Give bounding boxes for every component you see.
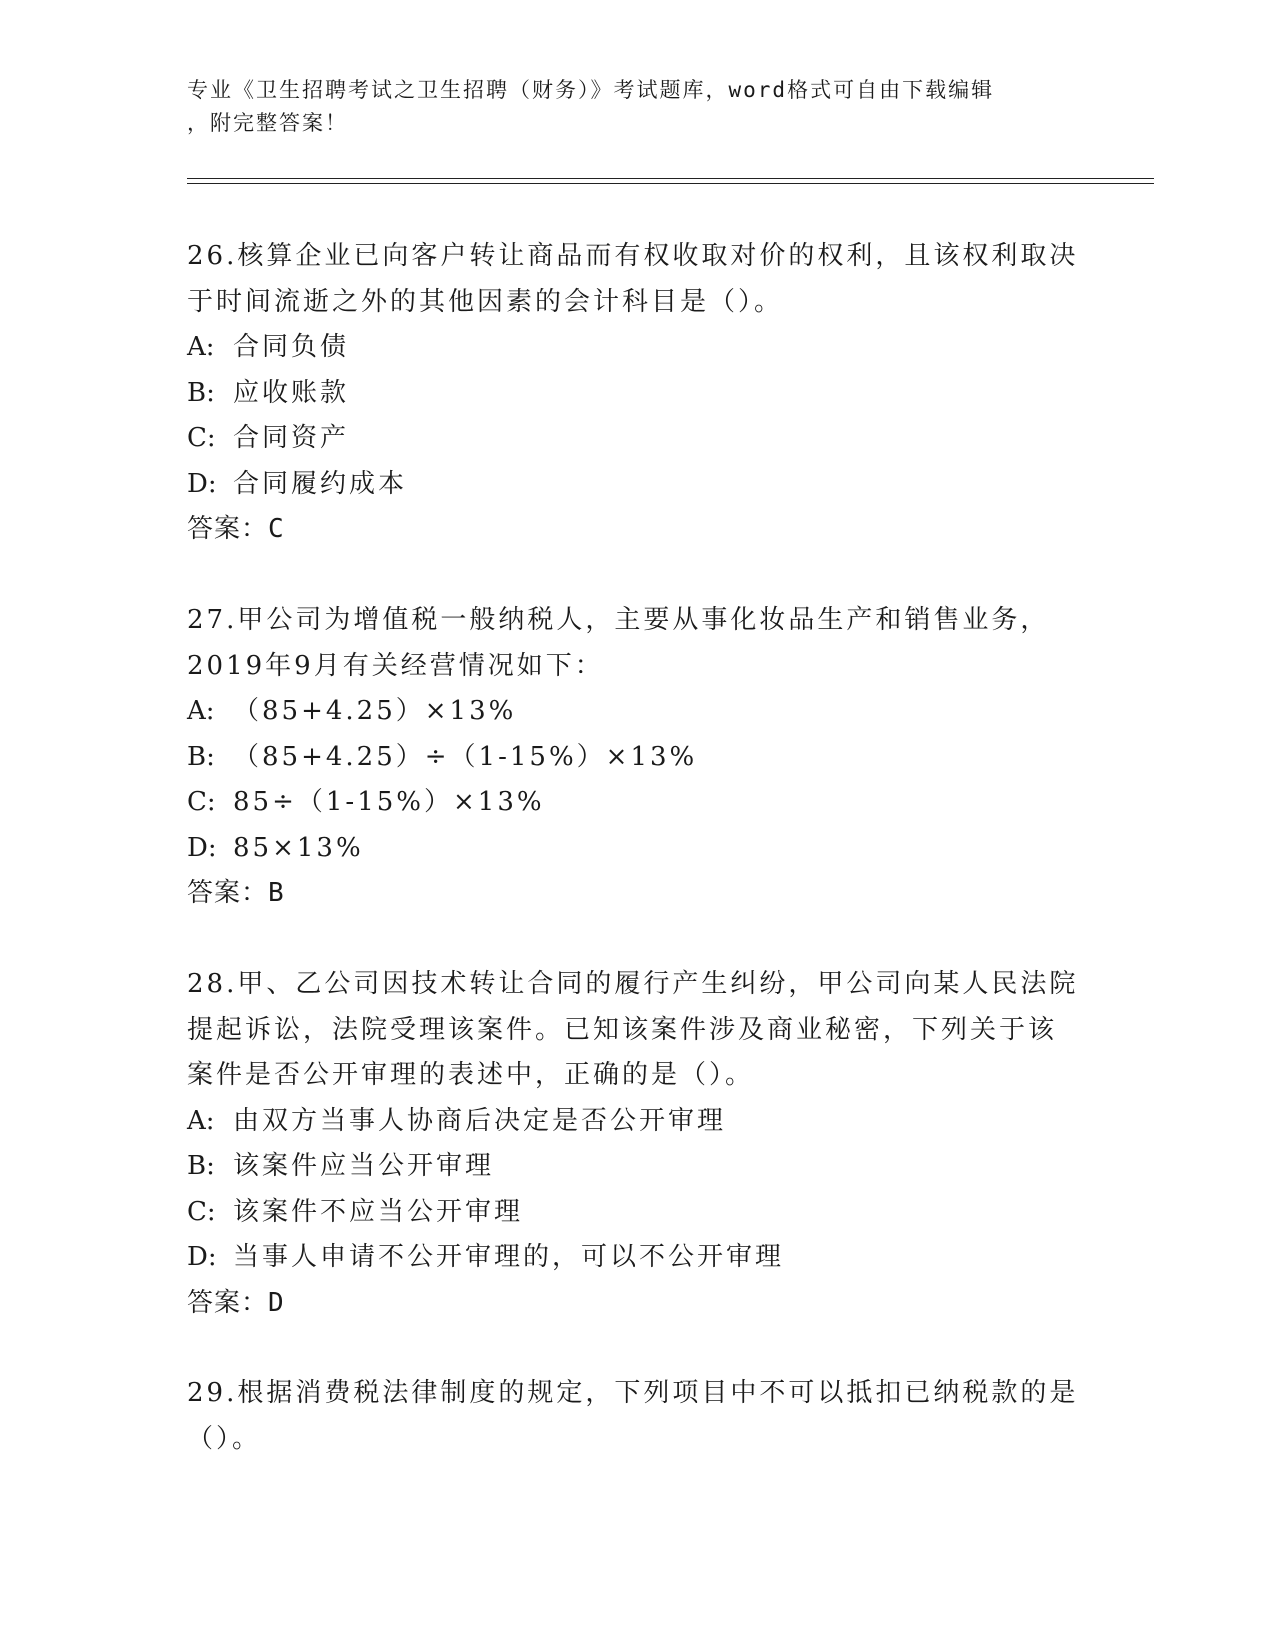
option-label: D:: [187, 468, 217, 499]
option-text: 85÷（1-15%）×13%: [233, 787, 545, 817]
question-27: [187, 598, 1087, 917]
option-label: A:: [187, 332, 215, 362]
answer: 答案：C: [187, 514, 285, 544]
option-text: 应收账款: [233, 377, 350, 408]
option-text: 85×13%: [233, 832, 364, 863]
option-d: [187, 826, 1087, 872]
question-stem-line: 29.根据消费税法律制度的规定，下列项目中不可以抵扣已纳税款的是: [187, 1378, 1079, 1408]
option-text: 由双方当事人协商后决定是否公开审理: [233, 1105, 727, 1136]
option-text: 该案件应当公开审理: [233, 1151, 495, 1181]
option-b: [187, 735, 1087, 781]
option-text: 当事人申请不公开审理的，可以不公开审理: [233, 1242, 785, 1272]
option-label: A:: [187, 1105, 215, 1136]
option-a: [187, 689, 1087, 735]
option-d: [187, 1235, 1087, 1281]
option-b: [187, 371, 1087, 417]
question-stem-line: 27.甲公司为增值税一般纳税人，主要从事化妆品生产和销售业务，: [187, 605, 1050, 635]
option-a: [187, 325, 1087, 371]
option-label: D:: [187, 1242, 217, 1272]
option-text: （85+4.25）÷（1-15%）×13%: [233, 741, 698, 772]
question-stem-line: 26.核算企业已向客户转让商品而有权收取对价的权利，且该权利取决: [187, 241, 1079, 271]
option-label: C:: [187, 787, 216, 817]
header-line-1: 专业《卫生招聘考试之卫生招聘（财务）》考试题库，word格式可自由下载编辑: [187, 78, 995, 102]
option-label: A:: [187, 696, 215, 726]
option-label: C:: [187, 1196, 216, 1227]
question-stem-line: 2019年9月有关经营情况如下：: [187, 650, 604, 681]
option-label: B:: [187, 377, 215, 408]
option-c: [187, 416, 1087, 462]
question-28: [187, 962, 1087, 1326]
option-label: B:: [187, 1151, 215, 1181]
header-divider-top: [187, 178, 1154, 179]
option-text: 该案件不应当公开审理: [233, 1196, 524, 1227]
option-label: D:: [187, 832, 217, 863]
question-stem-line: （）。: [187, 1423, 262, 1454]
header-line-2: ，附完整答案！: [187, 111, 348, 135]
answer: 答案：B: [187, 878, 285, 908]
question-29: [187, 1371, 1087, 1462]
option-d: [187, 462, 1087, 508]
question-stem-line: 案件是否公开审理的表述中，正确的是（）。: [187, 1060, 755, 1090]
option-text: （85+4.25）×13%: [233, 696, 517, 726]
document-header: [187, 74, 1067, 140]
option-b: [187, 1144, 1087, 1190]
question-stem-line: 28.甲、乙公司因技术转让合同的履行产生纠纷，甲公司向某人民法院: [187, 969, 1079, 999]
option-label: C:: [187, 423, 216, 453]
option-c: [187, 1190, 1087, 1236]
option-text: 合同资产: [233, 423, 350, 453]
question-26: [187, 234, 1087, 553]
header-divider-bottom: [187, 183, 1154, 184]
option-label: B:: [187, 741, 215, 772]
question-stem-line: 于时间流逝之外的其他因素的会计科目是（）。: [187, 286, 784, 317]
answer: 答案：D: [187, 1287, 285, 1318]
question-stem-line: 提起诉讼，法院受理该案件。已知该案件涉及商业秘密，下列关于该: [187, 1014, 1058, 1045]
option-text: 合同履约成本: [233, 468, 408, 499]
option-c: [187, 780, 1087, 826]
option-text: 合同负债: [233, 332, 350, 362]
option-a: [187, 1099, 1087, 1145]
